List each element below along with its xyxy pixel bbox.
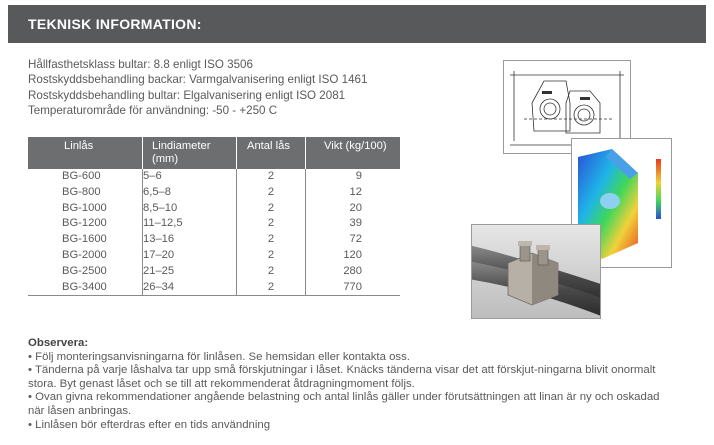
- cell-count: 2: [237, 264, 306, 280]
- observe-section: [28, 337, 668, 432]
- cell-diameter: 17–20: [143, 248, 237, 264]
- cell-diameter: 5–6: [143, 169, 237, 185]
- table-row: [28, 232, 400, 248]
- spec-bolt-coating: Rostskyddsbehandling bultar: Elgalvanisering enligt ISO 2081: [28, 88, 346, 102]
- cell-diameter: 26–34: [143, 280, 237, 296]
- cell-diameter: 11–12,5: [143, 216, 237, 232]
- observe-item: • Ovan givna rekommendationer angående belastning och antal linlås gäller under förutsättningen att linan är ny och oskadad när låsen anbringas.: [28, 391, 660, 417]
- spec-table: [28, 137, 400, 296]
- col-header-weight: Vikt (kg/100): [306, 137, 401, 169]
- cell-weight: 770: [306, 280, 401, 296]
- cell-weight: 9: [355, 170, 362, 182]
- spec-temperature: Temperaturområde för användning: -50 - +250 C: [28, 103, 278, 117]
- cell-diameter: 13–16: [143, 232, 237, 248]
- table-row: [28, 264, 400, 280]
- table-row: [28, 185, 400, 201]
- cell-weight: 12: [349, 185, 362, 198]
- cell-weight: 72: [349, 233, 362, 246]
- section-header: [8, 5, 706, 43]
- cell-model: BG-1000: [28, 201, 143, 217]
- cell-model: BG-1600: [28, 232, 143, 248]
- cell-count: 2: [237, 185, 306, 201]
- cell-count: 2: [237, 201, 306, 217]
- cell-model: BG-600: [28, 169, 143, 185]
- cell-count: 2: [237, 169, 306, 185]
- section-title: TEKNISK INFORMATION:: [28, 16, 202, 32]
- cell-model: BG-1200: [28, 216, 143, 232]
- cell-weight: 280: [343, 264, 362, 277]
- cell-count: 2: [237, 280, 306, 296]
- table-row: [28, 216, 400, 232]
- cell-weight: 20: [349, 201, 362, 214]
- spec-list: [28, 57, 367, 118]
- col-header-diameter: Lindiameter (mm): [143, 137, 237, 169]
- observe-title: Observera:: [28, 337, 89, 349]
- cell-count: 2: [237, 232, 306, 248]
- spec-bolt-strength: Hållfasthetsklass bultar: 8.8 enligt ISO 3506: [28, 58, 253, 71]
- col-header-count: Antal lås: [237, 137, 306, 169]
- col-header-model: Linlås: [28, 137, 143, 169]
- table-header-row: [28, 137, 400, 169]
- table-row: [28, 169, 400, 185]
- cell-model: BG-800: [28, 185, 143, 201]
- observe-item: • Följ monteringsanvisningarna för linlåsen. Se hemsidan eller kontakta oss.: [28, 350, 410, 363]
- cell-model: BG-3400: [28, 280, 143, 296]
- cell-model: BG-2500: [28, 264, 143, 280]
- table-row: [28, 201, 400, 217]
- table-row: [28, 248, 400, 264]
- cell-weight: 39: [349, 217, 362, 230]
- spec-jaw-coating: Rostskyddsbehandling backar: Varmgalvanisering enligt ISO 1461: [28, 73, 368, 87]
- clamp-render-image: [471, 224, 601, 319]
- cell-model: BG-2000: [28, 248, 143, 264]
- cell-count: 2: [237, 248, 306, 264]
- cell-diameter: 8,5–10: [143, 201, 237, 217]
- cell-diameter: 6,5–8: [143, 185, 237, 201]
- cell-diameter: 21–25: [143, 264, 237, 280]
- observe-item: • Linlåsen bör efterdras efter en tids användning: [28, 418, 271, 431]
- cell-count: 2: [237, 216, 306, 232]
- observe-item: • Tänderna på varje låshalva tar upp små förskjutningar i låset. Knäcks tänderna visar det att förskjut-ningarna blivit onormalt stora. Byt genast låset och se till att rekommenderat åtdragningmoment följs.: [28, 364, 656, 390]
- table-row: [28, 280, 400, 296]
- cell-weight: 120: [343, 248, 362, 261]
